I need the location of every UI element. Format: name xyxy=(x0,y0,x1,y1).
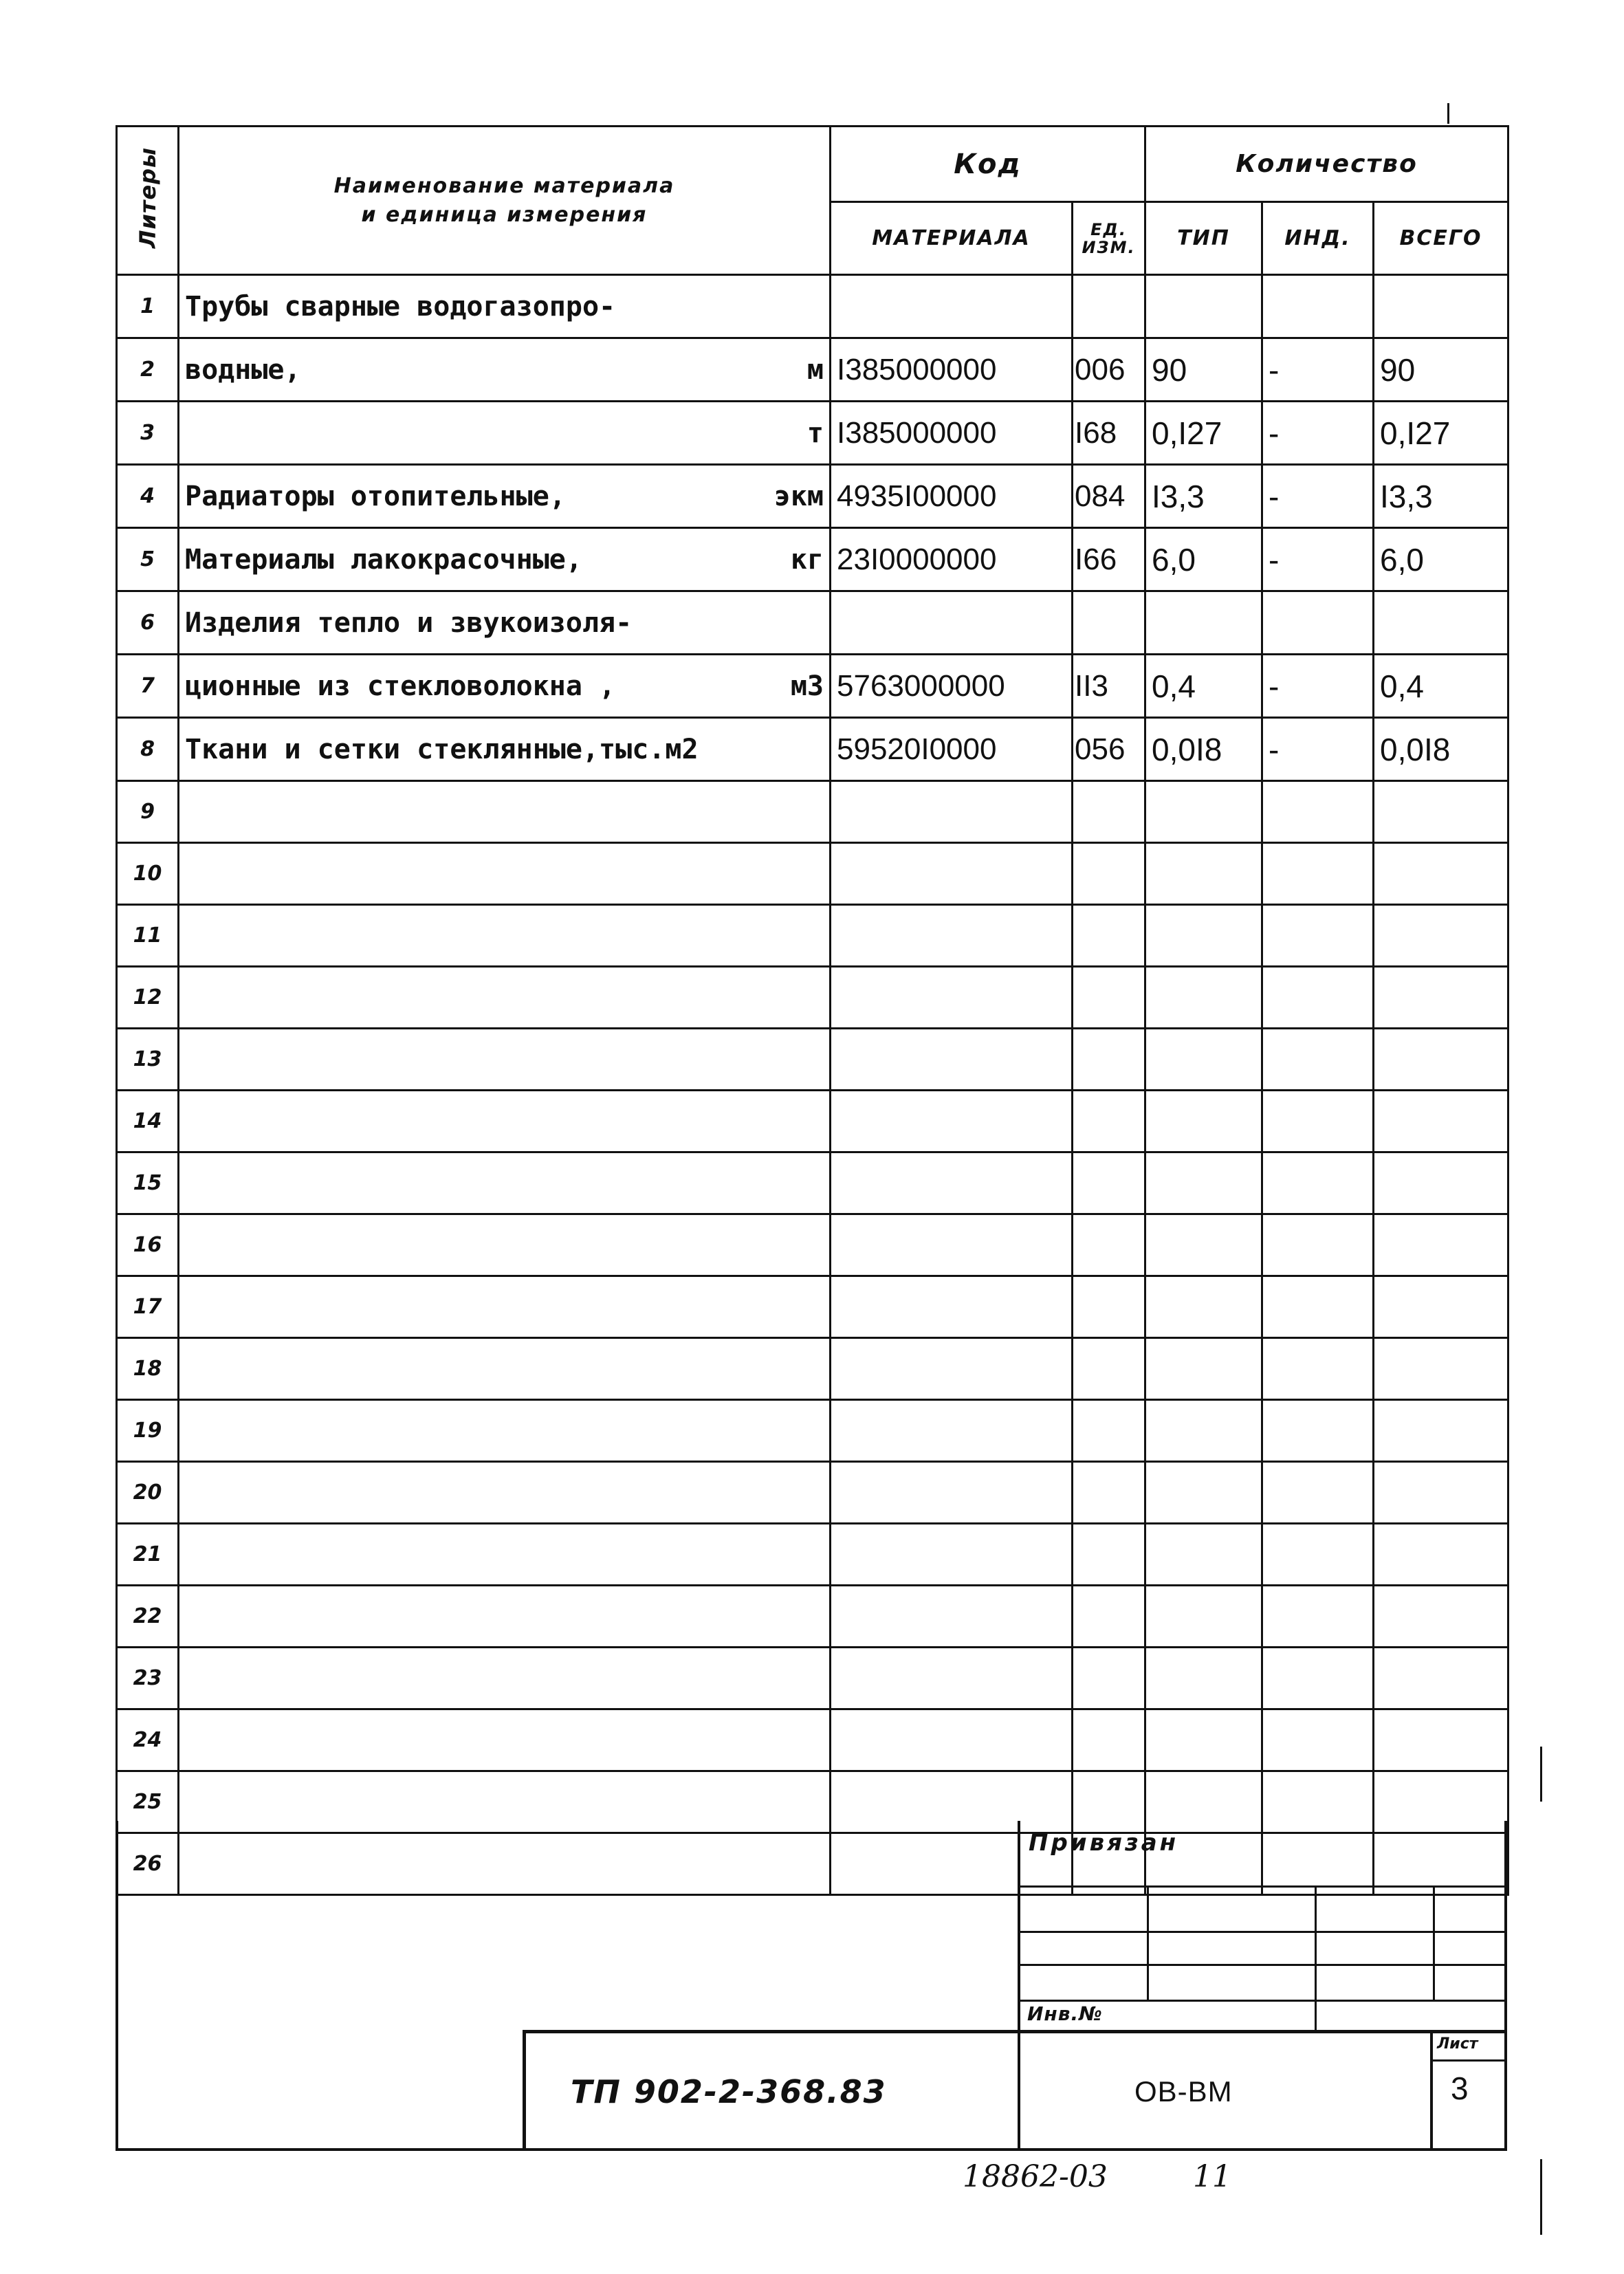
quantity-type xyxy=(1145,275,1262,338)
quantity-type xyxy=(1145,1709,1262,1771)
quantity-ind: - xyxy=(1262,402,1374,465)
material-name xyxy=(179,402,831,465)
quantity-type xyxy=(1145,1276,1262,1338)
total-header: ВСЕГО xyxy=(1374,202,1508,275)
code-header: Код xyxy=(831,127,1145,202)
unit-code xyxy=(1073,1524,1145,1586)
quantity-type xyxy=(1145,1214,1262,1276)
table-row xyxy=(117,781,1508,843)
material-unit: экм xyxy=(773,480,824,512)
unit-code xyxy=(1073,591,1145,655)
unit-code xyxy=(1073,275,1145,338)
name-header: Наименование материала и единица измерения xyxy=(179,127,831,275)
quantity-total xyxy=(1374,1276,1508,1338)
bound-label: Привязан xyxy=(1029,1829,1179,1857)
material-name xyxy=(179,275,831,338)
quantity-type xyxy=(1145,905,1262,967)
table-row xyxy=(117,1276,1508,1338)
unit-code xyxy=(1073,1400,1145,1462)
quantity-total xyxy=(1374,967,1508,1029)
material-unit: м xyxy=(806,353,824,386)
material-unit: кг xyxy=(790,543,824,576)
row-number: 5 xyxy=(117,528,179,591)
unit-code xyxy=(1073,1338,1145,1400)
quantity-total xyxy=(1374,1338,1508,1400)
quantity-type xyxy=(1145,1400,1262,1462)
quantity-total xyxy=(1374,591,1508,655)
material-code xyxy=(831,1648,1073,1709)
table-row xyxy=(117,1152,1508,1214)
table-row xyxy=(117,528,1508,591)
material-code xyxy=(831,591,1073,655)
table-row xyxy=(117,1400,1508,1462)
quantity-ind xyxy=(1262,1338,1374,1400)
row-number: 10 xyxy=(117,843,179,905)
row-number: 23 xyxy=(117,1648,179,1709)
material-name xyxy=(179,1586,831,1648)
table-row xyxy=(117,718,1508,781)
material-name xyxy=(179,1091,831,1152)
material-code-header: МАТЕРИАЛА xyxy=(831,202,1073,275)
quantity-type xyxy=(1145,967,1262,1029)
material-name xyxy=(179,1029,831,1091)
row-number: 18 xyxy=(117,1338,179,1400)
footer-page-number: 11 xyxy=(1193,2159,1231,2194)
table-row xyxy=(117,275,1508,338)
table-row xyxy=(117,1338,1508,1400)
table-row xyxy=(117,1214,1508,1276)
material-code xyxy=(831,1400,1073,1462)
row-number: 1 xyxy=(117,275,179,338)
unit-code xyxy=(1073,781,1145,843)
quantity-total xyxy=(1374,1152,1508,1214)
row-marker-header: Литеры xyxy=(117,127,179,275)
material-name xyxy=(179,465,831,528)
quantity-ind xyxy=(1262,1586,1374,1648)
quantity-type xyxy=(1145,1152,1262,1214)
quantity-total xyxy=(1374,1524,1508,1586)
row-number: 3 xyxy=(117,402,179,465)
table-row xyxy=(117,402,1508,465)
material-unit: м3 xyxy=(790,670,824,702)
quantity-ind xyxy=(1262,781,1374,843)
quantity-total: 90 xyxy=(1374,338,1508,402)
quantity-type xyxy=(1145,1091,1262,1152)
quantity-type xyxy=(1145,1586,1262,1648)
material-name xyxy=(179,1462,831,1524)
quantity-total xyxy=(1374,1214,1508,1276)
quantity-total xyxy=(1374,1586,1508,1648)
unit-code xyxy=(1073,1091,1145,1152)
material-name xyxy=(179,718,831,781)
material-code xyxy=(831,275,1073,338)
unit-code: 006 xyxy=(1073,338,1145,402)
row-number: 26 xyxy=(117,1833,179,1895)
table-row xyxy=(117,1648,1508,1709)
row-number: 25 xyxy=(117,1771,179,1833)
quantity-type xyxy=(1145,1029,1262,1091)
material-code xyxy=(831,1029,1073,1091)
quantity-ind xyxy=(1262,1029,1374,1091)
material-code xyxy=(831,1338,1073,1400)
quantity-ind: - xyxy=(1262,528,1374,591)
quantity-total xyxy=(1374,843,1508,905)
material-unit: т xyxy=(806,417,824,449)
material-name xyxy=(179,338,831,402)
materials-table xyxy=(116,125,1509,1896)
unit-code: II3 xyxy=(1073,655,1145,718)
type-header: ТИП xyxy=(1145,202,1262,275)
unit-code xyxy=(1073,843,1145,905)
quantity-ind: - xyxy=(1262,655,1374,718)
material-name xyxy=(179,591,831,655)
quantity-total xyxy=(1374,1029,1508,1091)
quantity-total xyxy=(1374,905,1508,967)
unit-code: I68 xyxy=(1073,402,1145,465)
row-number: 22 xyxy=(117,1586,179,1648)
row-number: 7 xyxy=(117,655,179,718)
quantity-ind: - xyxy=(1262,718,1374,781)
row-number: 15 xyxy=(117,1152,179,1214)
footer-stamp-number: 18862-03 xyxy=(963,2159,1108,2194)
material-name xyxy=(179,967,831,1029)
quantity-ind xyxy=(1262,1152,1374,1214)
table-row xyxy=(117,338,1508,402)
material-label: ционные из стекловолокна , xyxy=(185,670,616,702)
quantity-type xyxy=(1145,1524,1262,1586)
material-code xyxy=(831,1152,1073,1214)
row-number: 24 xyxy=(117,1709,179,1771)
quantity-type: 0,I27 xyxy=(1145,402,1262,465)
table-row xyxy=(117,967,1508,1029)
quantity-total xyxy=(1374,1400,1508,1462)
quantity-ind xyxy=(1262,905,1374,967)
material-code: 4935I00000 xyxy=(831,465,1073,528)
quantity-total: 6,0 xyxy=(1374,528,1508,591)
quantity-total xyxy=(1374,1709,1508,1771)
quantity-ind xyxy=(1262,1524,1374,1586)
quantity-ind: - xyxy=(1262,465,1374,528)
table-row xyxy=(117,905,1508,967)
table-row xyxy=(117,465,1508,528)
row-number: 16 xyxy=(117,1214,179,1276)
table-row xyxy=(117,591,1508,655)
row-number: 11 xyxy=(117,905,179,967)
margin-mark xyxy=(1540,2159,1542,2235)
row-number: 14 xyxy=(117,1091,179,1152)
material-label: Материалы лакокрасочные, xyxy=(185,543,582,576)
row-number: 13 xyxy=(117,1029,179,1091)
unit-code xyxy=(1073,1029,1145,1091)
row-number: 6 xyxy=(117,591,179,655)
quantity-type: 0,0I8 xyxy=(1145,718,1262,781)
table-row xyxy=(117,1462,1508,1524)
material-label: водные, xyxy=(185,353,301,386)
quantity-total xyxy=(1374,275,1508,338)
material-code xyxy=(831,781,1073,843)
row-number: 8 xyxy=(117,718,179,781)
quantity-ind xyxy=(1262,1400,1374,1462)
corner-mark xyxy=(1447,103,1449,124)
row-number: 2 xyxy=(117,338,179,402)
margin-mark xyxy=(1540,1747,1542,1802)
quantity-ind xyxy=(1262,1091,1374,1152)
unit-code xyxy=(1073,1648,1145,1709)
unit-code xyxy=(1073,967,1145,1029)
material-name xyxy=(179,655,831,718)
row-number: 12 xyxy=(117,967,179,1029)
material-code xyxy=(831,1214,1073,1276)
quantity-type xyxy=(1145,781,1262,843)
material-name xyxy=(179,905,831,967)
quantity-ind xyxy=(1262,1214,1374,1276)
material-code: 59520I0000 xyxy=(831,718,1073,781)
quantity-ind xyxy=(1262,1648,1374,1709)
material-code: I385000000 xyxy=(831,402,1073,465)
table-row xyxy=(117,1091,1508,1152)
quantity-ind xyxy=(1262,843,1374,905)
unit-code: 084 xyxy=(1073,465,1145,528)
quantity-type: I3,3 xyxy=(1145,465,1262,528)
unit-code xyxy=(1073,1152,1145,1214)
material-code xyxy=(831,1091,1073,1152)
quantity-total xyxy=(1374,1648,1508,1709)
quantity-ind xyxy=(1262,1462,1374,1524)
material-name xyxy=(179,781,831,843)
material-code xyxy=(831,843,1073,905)
quantity-ind xyxy=(1262,275,1374,338)
ind-header: ИНД. xyxy=(1262,202,1374,275)
quantity-type: 90 xyxy=(1145,338,1262,402)
quantity-type: 0,4 xyxy=(1145,655,1262,718)
table-row xyxy=(117,1029,1508,1091)
quantity-type: 6,0 xyxy=(1145,528,1262,591)
quantity-type xyxy=(1145,1462,1262,1524)
inventory-label: Инв.№ xyxy=(1027,2002,1103,2025)
material-name xyxy=(179,1276,831,1338)
material-name xyxy=(179,1400,831,1462)
quantity-total: I3,3 xyxy=(1374,465,1508,528)
material-code xyxy=(831,1524,1073,1586)
quantity-total: 0,0I8 xyxy=(1374,718,1508,781)
row-number: 20 xyxy=(117,1462,179,1524)
quantity-total xyxy=(1374,781,1508,843)
material-name xyxy=(179,528,831,591)
material-code xyxy=(831,1462,1073,1524)
quantity-ind: - xyxy=(1262,338,1374,402)
row-number: 21 xyxy=(117,1524,179,1586)
quantity-total xyxy=(1374,1091,1508,1152)
table-row xyxy=(117,843,1508,905)
material-name xyxy=(179,1709,831,1771)
material-code: 23I0000000 xyxy=(831,528,1073,591)
section-code: ОВ-ВМ xyxy=(1134,2075,1233,2108)
table-row xyxy=(117,1524,1508,1586)
quantity-type xyxy=(1145,1648,1262,1709)
quantity-total xyxy=(1374,1462,1508,1524)
material-code xyxy=(831,1586,1073,1648)
material-code xyxy=(831,967,1073,1029)
table-row xyxy=(117,655,1508,718)
material-name xyxy=(179,1338,831,1400)
material-label: Трубы сварные водогазопро- xyxy=(185,290,616,322)
quantity-header: Количество xyxy=(1145,127,1508,202)
material-label: Радиаторы отопительные, xyxy=(185,480,566,512)
material-name xyxy=(179,843,831,905)
row-number: 19 xyxy=(117,1400,179,1462)
material-name xyxy=(179,1152,831,1214)
unit-code xyxy=(1073,1462,1145,1524)
quantity-ind xyxy=(1262,1276,1374,1338)
material-code: I385000000 xyxy=(831,338,1073,402)
material-code xyxy=(831,905,1073,967)
quantity-type xyxy=(1145,1338,1262,1400)
quantity-ind xyxy=(1262,591,1374,655)
row-number: 4 xyxy=(117,465,179,528)
material-name xyxy=(179,1648,831,1709)
unit-code xyxy=(1073,1586,1145,1648)
table-row xyxy=(117,1709,1508,1771)
unit-code xyxy=(1073,1709,1145,1771)
material-name xyxy=(179,1524,831,1586)
unit-code: I66 xyxy=(1073,528,1145,591)
unit-code xyxy=(1073,1276,1145,1338)
document-code: ТП 902-2-368.83 xyxy=(571,2073,887,2110)
material-name xyxy=(179,1214,831,1276)
material-code: 5763000000 xyxy=(831,655,1073,718)
material-label: Изделия тепло и звукоизоля- xyxy=(185,606,633,639)
unit-code xyxy=(1073,905,1145,967)
table-row xyxy=(117,1586,1508,1648)
unit-code-header: ЕД. ИЗМ. xyxy=(1073,202,1145,275)
quantity-ind xyxy=(1262,967,1374,1029)
unit-code xyxy=(1073,1214,1145,1276)
material-label: Ткани и сетки стеклянные,тыс.м2 xyxy=(185,733,699,765)
row-number: 9 xyxy=(117,781,179,843)
quantity-total: 0,I27 xyxy=(1374,402,1508,465)
quantity-type xyxy=(1145,843,1262,905)
material-code xyxy=(831,1709,1073,1771)
unit-code: 056 xyxy=(1073,718,1145,781)
material-code xyxy=(831,1276,1073,1338)
quantity-type xyxy=(1145,591,1262,655)
quantity-total: 0,4 xyxy=(1374,655,1508,718)
row-number: 17 xyxy=(117,1276,179,1338)
quantity-ind xyxy=(1262,1709,1374,1771)
sheet-number: 3 xyxy=(1451,2070,1471,2106)
sheet-label: Лист xyxy=(1437,2035,1478,2053)
